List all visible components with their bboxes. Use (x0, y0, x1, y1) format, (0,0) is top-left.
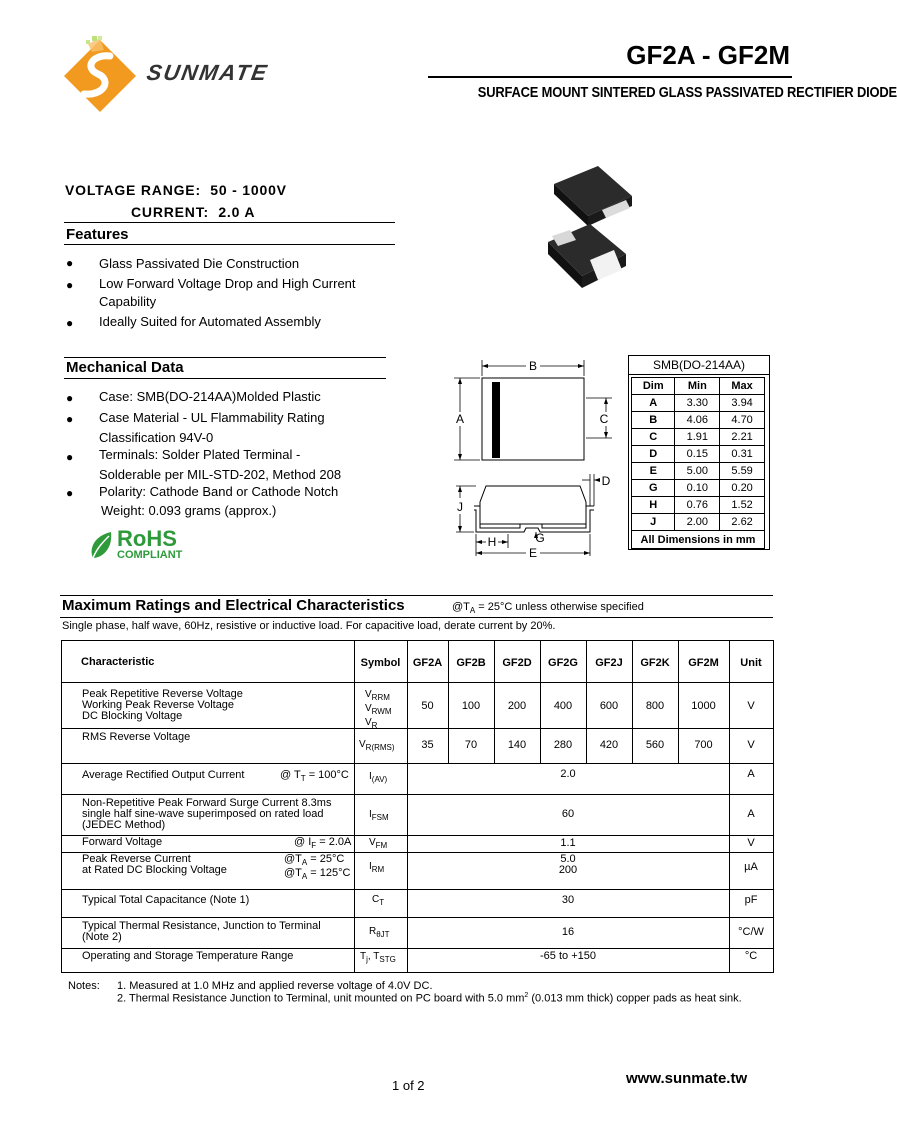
symbol-cell (369, 837, 387, 850)
cond-post: = 125°C (307, 867, 351, 880)
dim-cell: E (632, 463, 675, 480)
min-cell: 3.30 (675, 395, 720, 412)
char-line: Peak Reverse Current (82, 853, 191, 865)
symbol-cell (369, 861, 384, 874)
table-row (632, 412, 765, 429)
dim-table-footer: All Dimensions in mm (632, 531, 765, 549)
characteristic-label: RMS Reverse Voltage (82, 731, 191, 743)
voltage-range (65, 182, 287, 198)
bullet: ● (66, 391, 74, 405)
max-cell: 2.21 (720, 429, 765, 446)
unit-cell: A (747, 808, 755, 820)
value-cell: 600 (599, 700, 619, 712)
value-line: 200 (558, 864, 578, 876)
bullet: ● (66, 316, 74, 330)
max-cell: 0.20 (720, 480, 765, 497)
table-row (632, 463, 765, 480)
char-line: Working Peak Reverse Voltage (82, 699, 235, 711)
symbol-sub: R (371, 721, 378, 730)
list-item: Case: SMB(DO-214AA)Molded Plastic (99, 389, 321, 404)
column-header-characteristic: Characteristic (81, 656, 155, 668)
divider (64, 244, 395, 245)
page-number: 1 of 2 (392, 1078, 425, 1093)
list-item: Glass Passivated Die Construction (99, 256, 300, 271)
list-item: Ideally Suited for Automated Assembly (99, 314, 321, 329)
char-line: (JEDEC Method) (82, 819, 166, 831)
symbol-cell (369, 809, 389, 822)
symbol-sub: FM (375, 841, 388, 850)
features-list (66, 254, 406, 334)
table-header: Dim (632, 378, 675, 395)
symbol-sub: FSM (371, 813, 389, 822)
list-item: Weight: 0.093 grams (approx.) (101, 503, 277, 518)
symbol-sub: j (366, 955, 368, 964)
condition-cell (294, 836, 351, 850)
divider (60, 595, 773, 596)
list-item: Polarity: Cathode Band or Cathode Notch (99, 484, 339, 499)
list-item: Solderable per MIL-STD-202, Method 208 (99, 467, 342, 482)
column-header-part: GF2A (412, 657, 443, 669)
cond-pre: @T (284, 853, 302, 865)
divider (60, 617, 773, 618)
symbol-cell (372, 894, 384, 907)
symbol-sub: (AV) (371, 775, 388, 784)
value-cell: 800 (645, 700, 665, 712)
min-cell: 5.00 (675, 463, 720, 480)
dimension-table (628, 355, 770, 550)
unit-cell: µA (744, 861, 758, 873)
note-2 (117, 992, 742, 1005)
symbol-main: I (369, 771, 372, 782)
table-row (632, 446, 765, 463)
symbol-main: T (360, 951, 367, 962)
value-cell: -65 to +150 (540, 950, 596, 962)
dim-label: G (535, 531, 545, 545)
column-header-part: GF2D (502, 657, 532, 669)
ratings-heading: Maximum Ratings and Electrical Characteristics (62, 597, 405, 614)
value-line: 5.0 (560, 853, 576, 865)
list-item: Classification 94V-0 (99, 430, 214, 445)
grid-line (62, 728, 773, 729)
divider (64, 222, 395, 223)
unit-cell: °C (744, 950, 758, 962)
max-cell: 5.59 (720, 463, 765, 480)
symbol-main: V (365, 717, 372, 728)
max-cell: 0.31 (720, 446, 765, 463)
rohs-compliant-text: COMPLIANT (117, 549, 183, 561)
title-divider (428, 76, 792, 78)
bullet: ● (66, 412, 74, 426)
grid-line (62, 917, 773, 918)
characteristic-label (82, 798, 331, 831)
dim-table-grid (631, 377, 765, 549)
cond-sub: T (300, 774, 306, 784)
bullet: ● (66, 486, 74, 500)
mechanical-list (66, 386, 396, 522)
bullet: ● (66, 278, 74, 292)
divider (64, 357, 386, 358)
symbol-main: , T (367, 951, 380, 962)
value-cell: 700 (694, 739, 713, 751)
symbol-sub: STG (379, 955, 396, 964)
outline-drawing (446, 356, 626, 566)
table-row (632, 395, 765, 412)
symbol-main: I (369, 809, 372, 820)
note-2-text: (0.013 mm thick) copper pads as heat sink. (528, 992, 742, 1005)
rohs-text: RoHS (117, 526, 177, 551)
current-rating (131, 204, 255, 220)
cond-sub: A (301, 872, 308, 882)
value-cell: 100 (461, 700, 481, 712)
unit-cell: A (747, 768, 755, 780)
min-cell: 0.10 (675, 480, 720, 497)
min-cell: 1.91 (675, 429, 720, 446)
value-cell: 70 (464, 739, 478, 751)
voltage-value: 50 - 1000V (210, 182, 287, 198)
value-cell: 35 (421, 739, 434, 751)
symbol-main: I (369, 861, 372, 872)
divider (64, 378, 386, 379)
value-cell: 200 (507, 700, 527, 712)
max-cell: 4.70 (720, 412, 765, 429)
char-line: single half sine-wave superimposed on rated load (82, 808, 324, 820)
dim-label: C (599, 412, 609, 426)
condition-cell (284, 854, 350, 882)
leaf-icon (87, 530, 115, 562)
symbol-sub: θJT (376, 930, 390, 939)
value-cell: 50 (421, 700, 434, 712)
ratings-condition (452, 601, 644, 615)
cond-post: = 100°C (305, 769, 349, 781)
characteristic-label (82, 921, 321, 943)
value-cell: 16 (561, 926, 575, 938)
value-cell: 1.1 (560, 837, 576, 849)
value-cell: 1000 (691, 700, 716, 712)
unit-cell: pF (744, 894, 758, 906)
grid-line (62, 763, 773, 764)
list-item: Case Material - UL Flammability Rating (99, 410, 325, 425)
characteristic-label: Operating and Storage Temperature Range (82, 950, 294, 962)
mechanical-heading: Mechanical Data (66, 359, 184, 376)
symbol-main: V (365, 703, 372, 714)
grid-line (62, 948, 773, 949)
dim-cell: B (632, 412, 675, 429)
package-dimension-diagram (446, 356, 626, 571)
condition-rest: = 25°C unless otherwise specified (475, 601, 644, 613)
char-line: Typical Thermal Resistance, Junction to Terminal (82, 920, 321, 932)
notes-label: Notes: (68, 980, 100, 992)
table-row (632, 480, 765, 497)
grid-line (729, 641, 730, 972)
grid-line (62, 682, 773, 683)
grid-line (407, 641, 408, 972)
list-item: Capability (99, 294, 157, 309)
rohs-badge (87, 528, 197, 564)
symbol-sub: RRM (371, 693, 390, 702)
sunmate-logo-icon (58, 34, 142, 118)
column-header-part: GF2K (640, 657, 670, 669)
max-cell: 2.62 (720, 514, 765, 531)
table-row (632, 497, 765, 514)
list-item: Low Forward Voltage Drop and High Current (99, 276, 356, 291)
cond-post: = 2.0A (316, 836, 352, 848)
website-link[interactable]: www.sunmate.tw (626, 1070, 748, 1087)
value-cell: 420 (599, 739, 619, 751)
min-cell: 2.00 (675, 514, 720, 531)
dim-label: E (528, 546, 538, 560)
current-value: 2.0 A (218, 204, 256, 220)
column-header-symbol: Symbol (360, 657, 401, 669)
dim-label: A (455, 412, 465, 426)
char-line: at Rated DC Blocking Voltage (82, 864, 227, 876)
value-cell (407, 854, 729, 876)
dim-label: H (487, 535, 497, 549)
char-line: (Note 2) (82, 931, 122, 943)
table-header: Max (720, 378, 765, 395)
min-cell: 0.76 (675, 497, 720, 514)
product-subtitle: SURFACE MOUNT SINTERED GLASS PASSIVATED RECTIFIER DIODE (477, 84, 897, 101)
table-row (632, 514, 765, 531)
max-cell: 3.94 (720, 395, 765, 412)
grid-line (62, 835, 773, 836)
grid-line (62, 889, 773, 890)
symbol-cell (360, 951, 396, 964)
symbol-main: R (369, 926, 377, 937)
min-cell: 0.15 (675, 446, 720, 463)
char-line: DC Blocking Voltage (82, 710, 183, 722)
characteristic-label (82, 854, 227, 876)
characteristic-label: Typical Total Capacitance (Note 1) (82, 894, 250, 906)
smb-package-image (540, 160, 640, 300)
grid-line (354, 641, 355, 972)
dim-label: B (528, 359, 538, 373)
column-header-unit: Unit (740, 657, 762, 669)
dim-label: D (601, 474, 611, 488)
symbol-cell (369, 771, 387, 784)
symbol-sub: RWM (371, 707, 392, 716)
symbol-main: V (365, 689, 372, 700)
value-cell: 2.0 (560, 768, 576, 780)
note-2-sup: 2 (524, 992, 529, 999)
symbol-sub: RM (371, 865, 385, 874)
unit-cell: V (747, 739, 755, 751)
column-header-part: GF2M (688, 657, 719, 669)
symbol-cell (369, 926, 390, 939)
symbol-main: V (359, 739, 366, 750)
unit-cell: V (747, 837, 755, 849)
dim-cell: C (632, 429, 675, 446)
note-1: 1. Measured at 1.0 MHz and applied reverse voltage of 4.0V DC. (117, 980, 433, 992)
dim-cell: J (632, 514, 675, 531)
cond-post: = 25°C (307, 853, 345, 865)
table-header: Min (675, 378, 720, 395)
cond-sub: A (301, 858, 308, 868)
table-footer-row (632, 531, 765, 549)
value-cell: 140 (507, 739, 527, 751)
product-photo (540, 160, 640, 305)
unit-cell: °C/W (738, 926, 764, 938)
characteristic-label (82, 689, 243, 722)
company-logo (58, 34, 142, 123)
dim-cell: H (632, 497, 675, 514)
dim-label: J (457, 500, 463, 514)
symbol-sub: R(RMS) (365, 743, 395, 752)
load-note (62, 620, 555, 632)
char-line: Peak Repetitive Reverse Voltage (82, 688, 243, 700)
voltage-label: VOLTAGE RANGE: (65, 182, 201, 198)
cond-pre: @ I (294, 836, 312, 848)
bullet: ● (66, 450, 74, 464)
bullet: ● (66, 256, 74, 270)
brand-name: SUNMATE (144, 60, 271, 85)
dim-cell: G (632, 480, 675, 497)
condition-cell (280, 769, 349, 783)
cond-pre: @T (284, 867, 302, 880)
cond-pre: @ T (280, 769, 301, 781)
list-item: Terminals: Solder Plated Terminal - (99, 447, 301, 462)
max-cell: 1.52 (720, 497, 765, 514)
column-header-part: GF2J (595, 657, 623, 669)
condition-sub: A (469, 606, 476, 616)
features-heading: Features (66, 226, 129, 243)
char-line: Non-Repetitive Peak Forward Surge Current 8.3ms (82, 797, 332, 809)
value-cell: 280 (553, 739, 573, 751)
table-header-row (632, 378, 765, 395)
capacitive-note: For capacitive load, derate current by 20%. (345, 620, 556, 632)
phase-note: Single phase, half wave, 60Hz, resistive or inductive load. (62, 620, 343, 632)
cond-sub: F (311, 841, 317, 851)
dim-cell: A (632, 395, 675, 412)
note-2-text: 2. Thermal Resistance Junction to Terminal, unit mounted on PC board with 5.0 mm (117, 992, 525, 1005)
dim-cell: D (632, 446, 675, 463)
unit-cell: V (747, 700, 755, 712)
electrical-characteristics-table (61, 640, 774, 973)
characteristic-label: Average Rectified Output Current (82, 769, 245, 781)
column-header-part: GF2B (456, 657, 486, 669)
value-cell: 60 (561, 808, 575, 820)
symbol-main: V (369, 837, 376, 848)
characteristic-label: Forward Voltage (82, 836, 163, 848)
dim-table-title: SMB(DO-214AA) (629, 356, 769, 375)
symbol-cell (359, 739, 395, 752)
value-cell: 560 (645, 739, 665, 751)
part-range-title: GF2A - GF2M (626, 40, 790, 70)
symbol-cell (365, 689, 392, 731)
min-cell: 4.06 (675, 412, 720, 429)
column-header-part: GF2G (548, 657, 578, 669)
value-cell: 30 (561, 894, 575, 906)
table-row (632, 429, 765, 446)
symbol-main: C (372, 894, 380, 905)
value-cell: 400 (553, 700, 573, 712)
current-label: CURRENT: (131, 204, 209, 220)
condition-at: @T (452, 601, 470, 613)
symbol-sub: T (379, 898, 385, 907)
grid-line (62, 794, 773, 795)
